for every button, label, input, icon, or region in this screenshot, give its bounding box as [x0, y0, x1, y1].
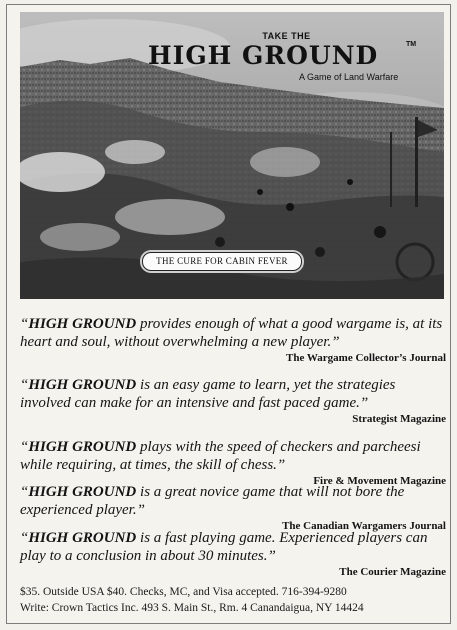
quote-game-name: HIGH GROUND [28, 377, 137, 393]
quote-source: The Courier Magazine [339, 566, 446, 578]
order-info [20, 584, 446, 616]
advertisement-page [6, 4, 451, 624]
open-quote: “ [20, 484, 29, 500]
quote-source: Strategist Magazine [352, 413, 446, 425]
open-quote: “ [20, 316, 29, 332]
open-quote: “ [20, 530, 29, 546]
quote-text: is a fast playing game. Experienced players can play to a conclusion in about 30 minutes.” [20, 530, 428, 564]
quote-game-name: HIGH GROUND [28, 316, 137, 332]
quote-game-name: HIGH GROUND [28, 484, 137, 500]
quote-text: plays with the speed of checkers and parcheesi while requiring, at times, the skill of chess.” [20, 439, 421, 473]
quote-game-name: HIGH GROUND [28, 530, 137, 546]
quote-text: is a great novice game that will not bore the experienced player.” [20, 484, 405, 518]
title-kicker: TAKE THE [262, 31, 311, 41]
quote-text: is an easy game to learn, yet the strategies involved can make for an intensive and fast paced game.” [20, 377, 396, 411]
quote-source: Fire & Movement Magazine [313, 475, 446, 487]
open-quote: “ [20, 439, 29, 455]
review-quote-4 [20, 483, 446, 534]
quote-game-name: HIGH GROUND [28, 439, 137, 455]
tagline-badge: THE CURE FOR CABIN FEVER [142, 252, 302, 271]
quote-text: provides enough of what a good wargame is, at its heart and soul, without overwhelming a new player.” [20, 316, 443, 350]
address-line: Write: Crown Tactics Inc. 493 S. Main St., Rm. 4 Canandaigua, NY 14424 [20, 602, 364, 614]
review-quote-2 [20, 376, 446, 427]
trademark-mark: TM [406, 41, 417, 48]
game-title: HIGH GROUND [148, 41, 379, 70]
review-quote-5 [20, 529, 446, 580]
review-quote-1 [20, 315, 446, 366]
quote-source: The Wargame Collector’s Journal [286, 352, 446, 364]
open-quote: “ [20, 377, 29, 393]
price-line: $35. Outside USA $40. Checks, MC, and Visa accepted. 716-394-9280 [20, 586, 347, 598]
quote-source: The Canadian Wargamers Journal [282, 520, 446, 532]
game-subtitle: A Game of Land Warfare [299, 72, 399, 82]
review-quote-3 [20, 438, 446, 489]
